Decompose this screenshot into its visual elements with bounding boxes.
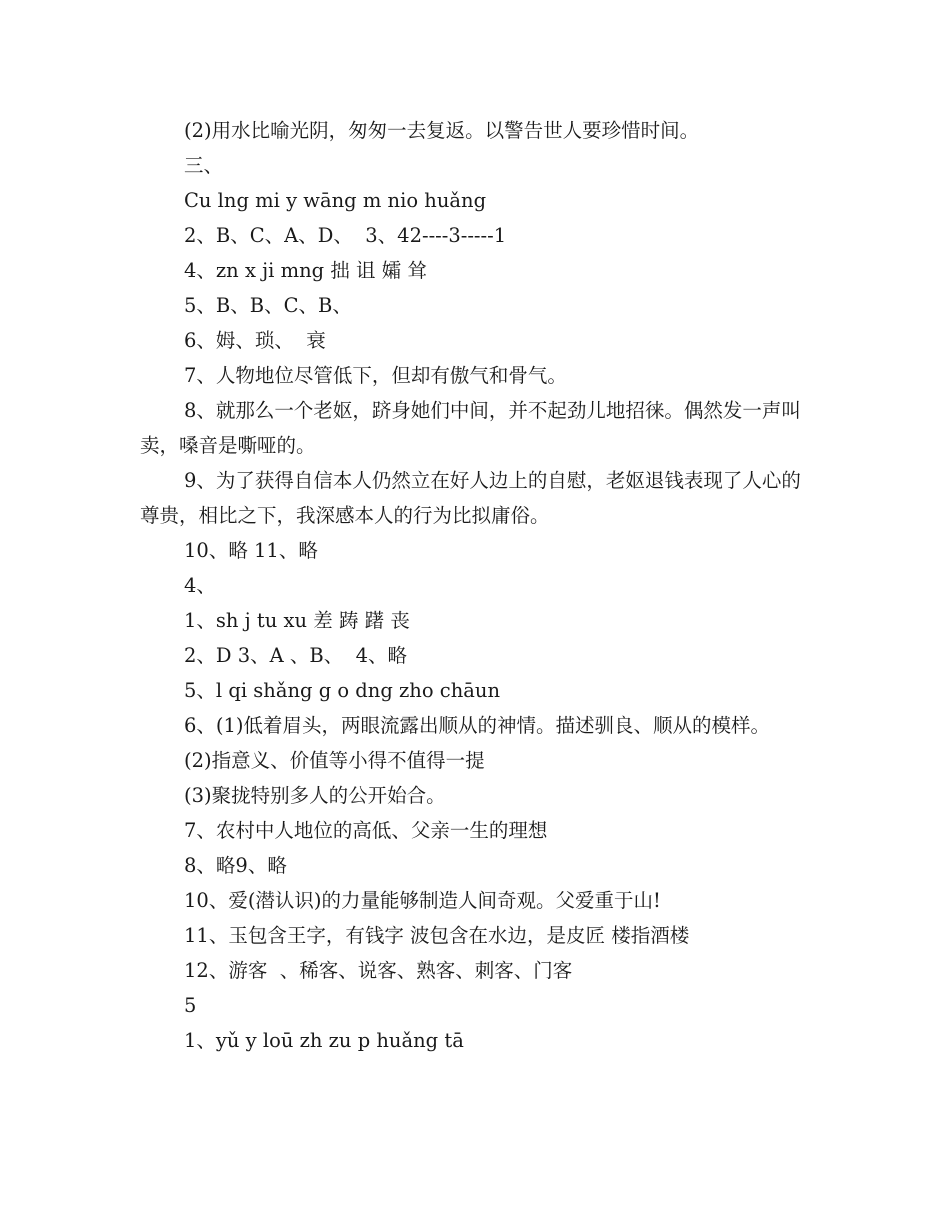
text-line: 6、姆、琐、 衰 (184, 329, 326, 352)
text-line: 4、zn x ji mng 拙 诅 孀 耸 (184, 259, 427, 282)
text-line: 5、B、B、C、B、 (184, 294, 352, 317)
text-line: 1、yǔ y loū zh zu p huǎng tā (184, 1029, 464, 1052)
text-line: 8、略9、略 (184, 854, 287, 877)
text-line: 11、玉包含王字，有钱字 波包含在水边，是皮匠 楼指酒楼 (184, 924, 690, 947)
text-line: 1、sh j tu xu 差 踌 躇 丧 (184, 609, 410, 632)
text-line: 2、D 3、A 、B、 4、略 (184, 644, 408, 667)
text-line: 7、人物地位尽管低下，但却有傲气和骨气。 (184, 364, 567, 387)
text-line: Cu lng mi y wāng m nio huǎng (184, 189, 487, 212)
text-line: 10、略 11、略 (184, 539, 318, 562)
text-line: (2)指意义、价值等小得不值得一提 (184, 749, 485, 772)
section-heading: 4、 (184, 574, 216, 597)
section-heading: 5 (184, 994, 197, 1017)
text-paragraph: 9、为了获得自信本人仍然立在好人边上的自慰，老妪退钱表现了人心的尊贵，相比之下，我深感本人的行为比拟庸俗。 (140, 469, 801, 527)
text-line: 12、游客 、稀客、说客、熟客、刺客、门客 (184, 959, 573, 982)
text-line: 7、农村中人地位的高低、父亲一生的理想 (184, 819, 548, 842)
text-line: 10、爱(潜认识)的力量能够制造人间奇观。父爱重于山! (184, 889, 661, 912)
section-heading: 三、 (184, 154, 224, 177)
text-paragraph: 6、(1)低着眉头，两眼流露出顺从的神情。描述驯良、顺从的模样。 (184, 714, 771, 737)
text-line: (3)聚拢特别多人的公开始合。 (184, 784, 446, 807)
text-line: (2)用水比喻光阴，匆匆一去复返。以警告世人要珍惜时间。 (184, 119, 700, 142)
text-line: 2、B、C、A、D、 3、42----3-----1 (184, 224, 507, 247)
text-line: 5、l qi shǎng g o dng zho chāun (184, 679, 501, 702)
document-body (140, 113, 820, 1058)
text-paragraph: 8、就那么一个老妪，跻身她们中间，并不起劲儿地招徕。偶然发一声叫卖，嗓音是嘶哑的。 (140, 399, 801, 457)
